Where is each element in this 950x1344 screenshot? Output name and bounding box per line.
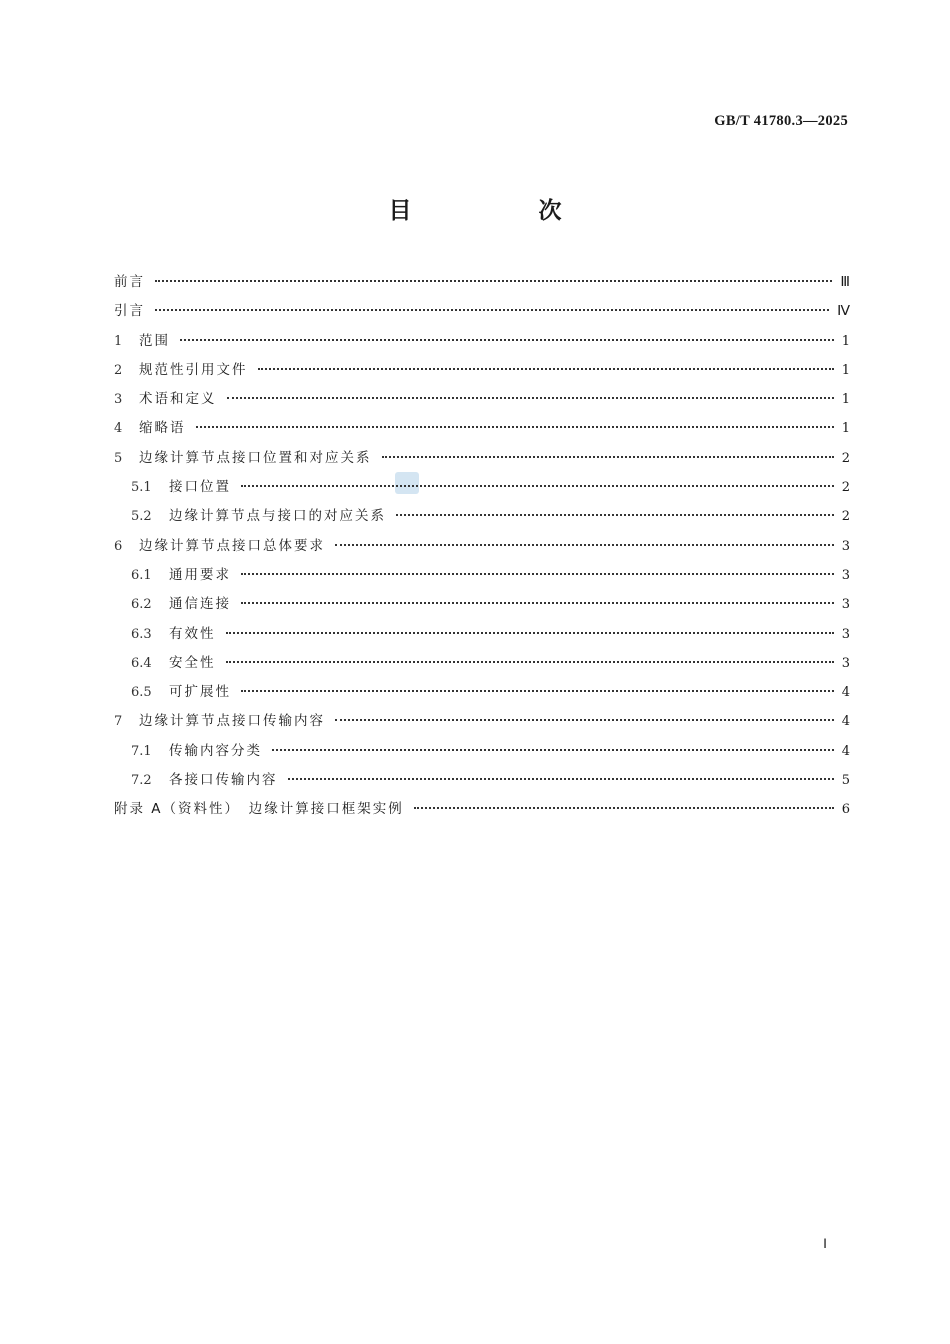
toc-entry[interactable] <box>114 622 850 651</box>
toc-leader-dots <box>414 806 834 809</box>
toc-entry[interactable] <box>114 475 850 504</box>
table-of-contents <box>114 270 850 827</box>
toc-entry[interactable] <box>114 709 850 738</box>
toc-leader-dots <box>155 279 832 282</box>
toc-entry-page: 6 <box>841 802 850 818</box>
toc-entry-label: 前言 <box>114 274 145 290</box>
toc-entry-label: 规范性引用文件 <box>139 361 248 378</box>
toc-entry-page: 1 <box>841 392 850 408</box>
toc-leader-dots <box>226 660 834 663</box>
toc-entry[interactable] <box>114 387 850 416</box>
toc-leader-dots <box>335 543 834 546</box>
toc-entry-number: 5.2 <box>131 509 152 525</box>
toc-leader-dots <box>155 308 829 311</box>
toc-entry-page: 1 <box>841 333 850 349</box>
toc-entry-page: 2 <box>841 480 850 496</box>
toc-entry[interactable] <box>114 680 850 709</box>
toc-entry-page: 3 <box>841 655 850 671</box>
toc-entry-label: 传输内容分类 <box>169 742 262 759</box>
toc-leader-dots <box>288 777 834 780</box>
toc-entry[interactable] <box>114 739 850 768</box>
toc-entry-label: 边缘计算节点与接口的对应关系 <box>169 508 386 525</box>
toc-leader-dots <box>258 367 834 370</box>
toc-entry-number: 7.2 <box>131 773 152 789</box>
toc-entry-label: 有效性 <box>169 625 216 642</box>
toc-entry[interactable] <box>114 797 850 826</box>
toc-entry-page: 4 <box>841 685 850 701</box>
toc-entry[interactable] <box>114 329 850 358</box>
toc-entry-page: Ⅳ <box>837 304 850 320</box>
toc-entry[interactable] <box>114 651 850 680</box>
toc-entry[interactable] <box>114 299 850 328</box>
toc-entry-number: 6.5 <box>131 685 152 701</box>
toc-entry-page: Ⅲ <box>840 275 850 290</box>
toc-entry[interactable] <box>114 416 850 445</box>
toc-entry[interactable] <box>114 534 850 563</box>
toc-entry-number: 7.1 <box>131 743 152 759</box>
toc-leader-dots <box>241 484 834 487</box>
toc-entry-number: 6.2 <box>131 597 152 613</box>
toc-entry-page: 4 <box>841 743 850 759</box>
toc-entry-label: 通信连接 <box>169 596 231 613</box>
toc-leader-dots <box>196 425 834 428</box>
toc-entry-page: 2 <box>841 450 850 466</box>
toc-leader-dots <box>396 513 834 516</box>
toc-entry-page: 4 <box>841 714 850 730</box>
toc-entry-number: 3 <box>114 392 123 408</box>
toc-entry-number: 6.3 <box>131 626 152 642</box>
toc-leader-dots <box>241 572 834 575</box>
toc-entry-page: 3 <box>841 597 850 613</box>
toc-entry-number: 5 <box>114 450 123 466</box>
toc-entry-label: 边缘计算节点接口总体要求 <box>139 537 325 554</box>
toc-entry-number: 6.1 <box>131 567 152 583</box>
toc-entry-number: 1 <box>114 333 123 349</box>
toc-entry-number: 4 <box>114 421 123 437</box>
toc-entry-label: 接口位置 <box>169 479 231 496</box>
toc-entry-page: 3 <box>841 538 850 554</box>
toc-entry-label: 通用要求 <box>169 566 231 583</box>
toc-entry[interactable] <box>114 358 850 387</box>
toc-entry-label: 范围 <box>139 332 170 349</box>
toc-entry-number: 6 <box>114 538 123 554</box>
toc-entry[interactable] <box>114 270 850 299</box>
toc-leader-dots <box>180 338 834 341</box>
toc-entry[interactable] <box>114 592 850 621</box>
toc-entry-label: 引言 <box>114 303 145 320</box>
toc-entry[interactable] <box>114 504 850 533</box>
toc-entry-label: 边缘计算节点接口传输内容 <box>139 713 325 730</box>
toc-entry-label: 缩略语 <box>139 420 186 437</box>
toc-entry-page: 5 <box>841 773 850 789</box>
footer-page-number: Ⅰ <box>823 1236 827 1251</box>
toc-leader-dots <box>272 748 834 751</box>
toc-entry-page: 3 <box>841 567 850 583</box>
toc-entry-label: 各接口传输内容 <box>169 772 278 789</box>
toc-entry-label: 术语和定义 <box>139 391 217 408</box>
toc-leader-dots <box>335 718 834 721</box>
toc-entry-label: 边缘计算节点接口位置和对应关系 <box>139 449 372 466</box>
toc-entry-number: 7 <box>114 714 123 730</box>
toc-entry[interactable] <box>114 768 850 797</box>
toc-entry[interactable] <box>114 446 850 475</box>
toc-leader-dots <box>382 455 834 458</box>
toc-entry-page: 1 <box>841 362 850 378</box>
toc-entry-page: 2 <box>841 509 850 525</box>
toc-entry-number: 2 <box>114 362 123 378</box>
page-title: 目 次 <box>388 198 614 224</box>
toc-leader-dots <box>227 396 834 399</box>
toc-entry-page: 3 <box>841 626 850 642</box>
toc-leader-dots <box>241 689 834 692</box>
toc-leader-dots <box>241 601 834 604</box>
toc-entry-page: 1 <box>841 421 850 437</box>
standard-code: GB/T 41780.3—2025 <box>714 113 848 129</box>
toc-entry[interactable] <box>114 563 850 592</box>
toc-entry-label: 安全性 <box>169 654 216 671</box>
toc-entry-number: 5.1 <box>131 480 152 496</box>
toc-leader-dots <box>226 631 834 634</box>
toc-entry-label: 可扩展性 <box>169 684 231 701</box>
toc-entry-number: 6.4 <box>131 655 152 671</box>
toc-entry-label: 附录 A（资料性） 边缘计算接口框架实例 <box>114 801 404 818</box>
